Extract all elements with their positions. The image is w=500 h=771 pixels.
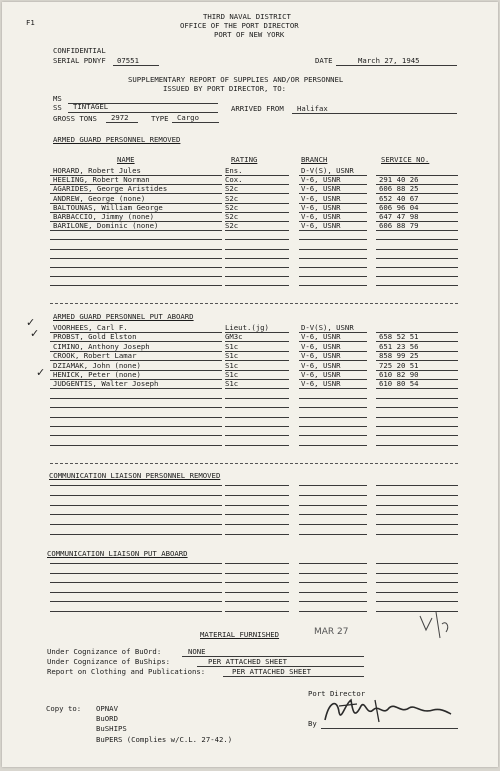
col-branch-header: BRANCH <box>301 155 328 164</box>
cell-service: 647 47 98 <box>379 212 419 221</box>
buord-label: Under Cognizance of BuOrd: <box>47 647 162 656</box>
signature-image <box>317 694 457 728</box>
cell-service: 858 99 25 <box>379 351 419 361</box>
cell-name: HORARD, Robert Jules <box>53 166 141 175</box>
buships-value: PER ATTACHED SHEET <box>208 657 288 666</box>
cell-service: 652 40 67 <box>379 193 419 203</box>
type-value: Cargo <box>177 113 199 122</box>
copy-recipient: BuPERS (Complies w/C.L. 27-42.) <box>96 735 233 744</box>
copy-recipient: BuORD <box>96 714 118 723</box>
port-title: PORT OF NEW YORK <box>214 30 285 39</box>
cell-name: VOORHEES, Carl F. <box>53 323 128 332</box>
cell-service: 606 88 25 <box>379 184 419 194</box>
cell-name: DZIAMAK, John (none) <box>53 360 141 370</box>
section-comm-removed-title: COMMUNICATION LIAISON PERSONNEL REMOVED <box>49 471 221 480</box>
cell-name: HENICK, Peter (none) <box>53 370 141 379</box>
cell-rating: S2c <box>225 212 239 221</box>
serial-value: 07551 <box>117 56 139 65</box>
cell-name: HEELING, Robert Norman <box>53 175 150 185</box>
cell-service: 606 88 79 <box>379 221 419 231</box>
copy-recipient: OPNAV <box>96 704 118 713</box>
buord-value: NONE <box>188 647 206 656</box>
cell-branch: D-V(S), USNR <box>301 166 354 175</box>
report-form <box>2 2 498 767</box>
report-value: PER ATTACHED SHEET <box>232 667 312 676</box>
cell-name: BALTOUNAS, William George <box>53 202 163 212</box>
cell-name: BARBACCIO, Jimmy (none) <box>53 212 155 221</box>
gross-tons-value: 2972 <box>111 113 129 122</box>
cell-rating: S2c <box>225 202 239 212</box>
serial-label: SERIAL PDNYF <box>53 56 106 65</box>
cell-service: 725 20 51 <box>379 360 419 370</box>
buships-label: Under Cognizance of BuShips: <box>47 657 171 666</box>
cell-service: 606 96 04 <box>379 202 419 212</box>
material-title: MATERIAL FURNISHED <box>200 630 280 639</box>
cell-branch: V-6, USNR <box>301 175 341 185</box>
cell-branch: V-6, USNR <box>301 184 341 194</box>
cell-name: JUDGENTIS, Walter Joseph <box>53 379 159 389</box>
cell-rating: S2c <box>225 221 239 231</box>
cell-name: ANDREW, George (none) <box>53 193 146 203</box>
cell-name: CIMINO, Anthony Joseph <box>53 341 150 351</box>
form-number: F1 <box>26 18 35 27</box>
report-title: SUPPLEMENTARY REPORT OF SUPPLIES AND/OR PERSONNEL <box>128 75 344 84</box>
cell-branch: V-6, USNR <box>301 212 341 221</box>
confidential-label: CONFIDENTIAL <box>53 46 106 55</box>
cell-rating: Ens. <box>225 166 243 175</box>
cell-branch: D-V(S), USNR <box>301 323 354 332</box>
cell-branch: V-6, USNR <box>301 370 341 379</box>
cell-name: PROBST, Gold Elston <box>53 332 137 342</box>
cell-service: 658 52 51 <box>379 332 419 342</box>
cell-rating: Lieut.(jg) <box>225 323 269 332</box>
cell-branch: V-6, USNR <box>301 360 341 370</box>
check-mark-2: ✓ <box>30 327 40 340</box>
cell-rating: S1c <box>225 370 239 379</box>
ship-name: TINTAGEL <box>73 102 109 111</box>
cell-rating: S2c <box>225 193 239 203</box>
report-label: Report on Clothing and Publications: <box>47 667 206 676</box>
office-title: OFFICE OF THE PORT DIRECTOR <box>180 21 299 30</box>
cell-branch: V-6, USNR <box>301 221 341 231</box>
cell-branch: V-6, USNR <box>301 341 341 351</box>
cell-rating: S1c <box>225 379 239 389</box>
col-service-header: SERVICE NO. <box>381 155 430 164</box>
cell-branch: V-6, USNR <box>301 332 341 342</box>
arrived-from-label: ARRIVED FROM <box>231 104 284 113</box>
cell-branch: V-6, USNR <box>301 193 341 203</box>
cell-rating: S1c <box>225 360 239 370</box>
cell-branch: V-6, USNR <box>301 351 341 361</box>
check-mark-1: ✓ <box>26 316 36 329</box>
ms-label: MS <box>53 94 62 103</box>
arrived-from-value: Halifax <box>297 104 328 113</box>
cell-service: 651 23 56 <box>379 341 419 351</box>
margin-scribble <box>414 608 454 648</box>
gross-tons-label: GROSS TONS <box>53 114 97 123</box>
section-comm-aboard-title: COMMUNICATION LIAISON PUT ABOARD <box>47 549 188 558</box>
cell-rating: S2c <box>225 184 239 194</box>
cell-branch: V-6, USNR <box>301 202 341 212</box>
ss-label: SS <box>53 103 62 112</box>
cell-rating: GM3c <box>225 332 243 342</box>
type-label: TYPE <box>151 114 169 123</box>
cell-rating: Cox. <box>225 175 243 185</box>
district-title: THIRD NAVAL DISTRICT <box>203 12 291 21</box>
cell-service: 291 40 26 <box>379 175 419 185</box>
cell-rating: S1c <box>225 341 239 351</box>
check-mark-3: ✓ <box>36 366 46 379</box>
cell-branch: V-6, USNR <box>301 379 341 389</box>
col-name-header: NAME <box>117 155 135 164</box>
cell-name: AGARIDES, George Aristides <box>53 184 168 194</box>
received-stamp: MAR 27 <box>314 627 349 637</box>
port-director-label: Port Director <box>308 689 366 698</box>
cell-service: 610 80 54 <box>379 379 419 389</box>
section-removed-title: ARMED GUARD PERSONNEL REMOVED <box>53 135 181 144</box>
by-label: By <box>308 719 317 728</box>
date-value: March 27, 1945 <box>358 56 420 65</box>
cell-rating: S1c <box>225 351 239 361</box>
cell-name: CROOK, Robert Lamar <box>53 351 137 361</box>
copy-to-label: Copy to: <box>46 704 82 713</box>
cell-service: 610 82 90 <box>379 370 419 379</box>
report-subtitle: ISSUED BY PORT DIRECTOR, TO: <box>163 84 287 93</box>
date-label: DATE <box>315 56 333 65</box>
col-rating-header: RATING <box>231 155 258 164</box>
copy-recipient: BuSHIPS <box>96 724 127 733</box>
cell-name: BARILONE, Dominic (none) <box>53 221 159 231</box>
section-aboard-title: ARMED GUARD PERSONNEL PUT ABOARD <box>53 312 194 321</box>
